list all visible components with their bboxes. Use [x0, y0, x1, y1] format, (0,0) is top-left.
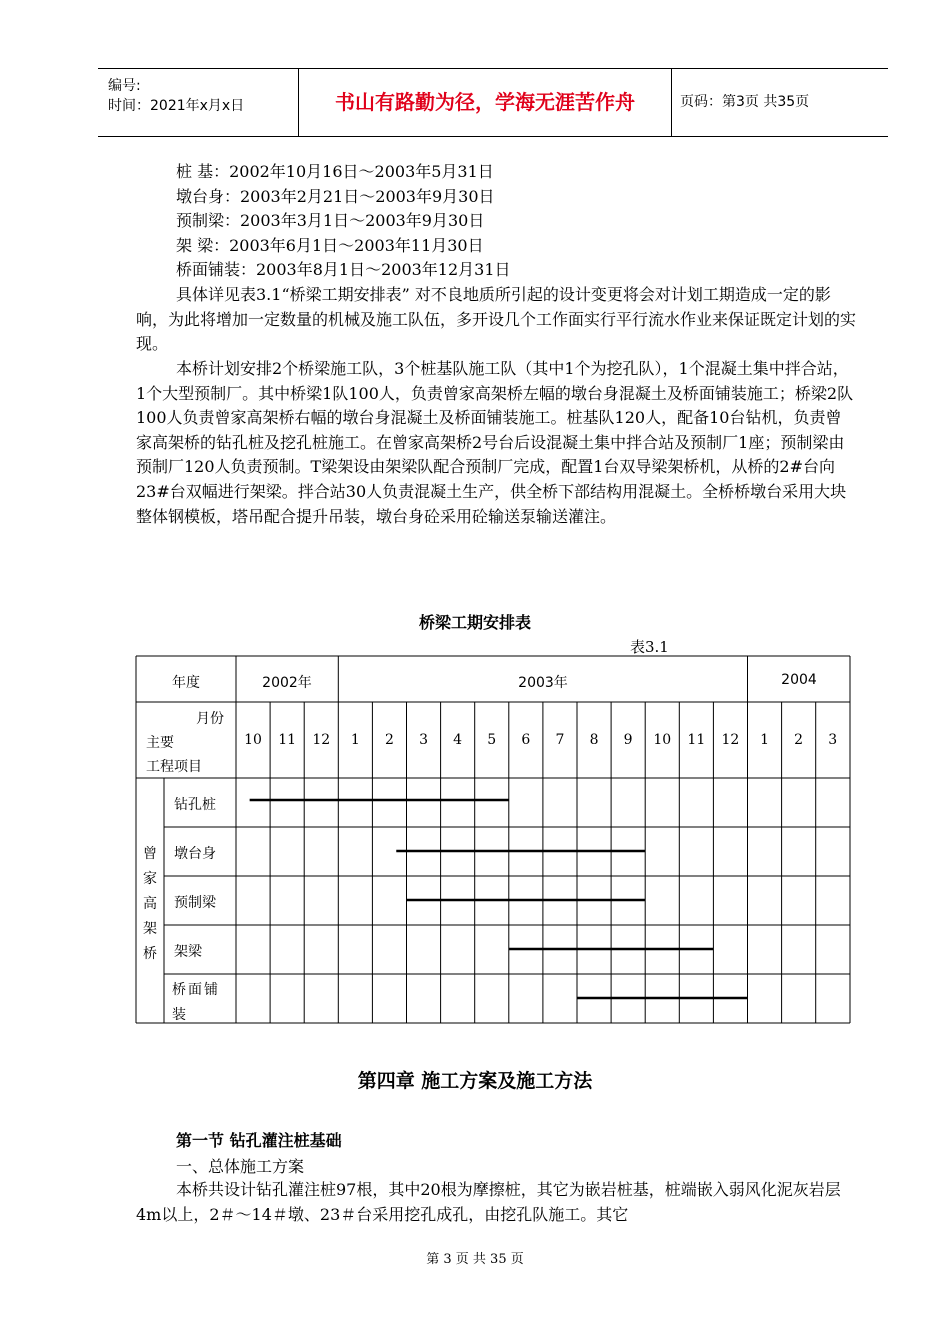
month-label: 12 [721, 732, 740, 748]
year-2003: 2003年 [518, 675, 568, 691]
row-label-deck-paving: 桥面铺装 [172, 982, 220, 1023]
month-label: 1 [350, 732, 360, 748]
row-label-precast-beam: 预制梁 [174, 895, 216, 911]
group-label [136, 842, 164, 967]
schedule-line: 桩 基：2002年10月16日～2003年5月31日 [176, 162, 494, 181]
header-page-label: 页码：第3页 共35页 [680, 94, 810, 110]
month-label: 2 [794, 732, 804, 748]
serial-label: 编号: [108, 78, 141, 94]
group-char: 高 [143, 896, 157, 912]
section-title: 第一节 钻孔灌注桩基础 [176, 1131, 342, 1150]
schedule-line: 墩台身：2003年2月21日～2003年9月30日 [176, 186, 495, 206]
schedule-line: 架 梁：2003年6月1日～2003年11月30日 [176, 235, 484, 255]
month-label: 3 [419, 732, 428, 748]
year-2004: 2004 [781, 672, 817, 688]
page-footer: 第 3 页 共 35 页 [426, 1252, 524, 1267]
month-label: 10 [244, 732, 262, 748]
month-label: 11 [687, 732, 706, 748]
month-header-mid: 主要 [146, 735, 174, 751]
month-label: 6 [521, 732, 531, 748]
month-label: 12 [312, 732, 331, 748]
subsection-title: 一、总体施工方案 [176, 1157, 305, 1176]
paragraph: 本桥计划安排2个桥梁施工队，3个桩基队施工队（其中1个为挖孔队），1个混凝土集中拌合站，1个大型预制厂。其中桥梁1队100人，负责曾家高架桥左幅的墩台身混凝土及桥面铺装施工；桥梁2队100人负责曾家高架桥右幅的墩台身混凝土及桥面铺装施工。桩基队120人，配备10台钻机，负责曾家高架桥的钻孔桩及挖孔桩施工。在曾家高架桥2号台后设混凝土集中拌合站及预制厂1座；预制梁由预制厂120人负责预制。T梁架设由架梁队配合预制厂完成，配置1台双导梁架桥机，从桥的2#台向23#台双幅进行架梁。拌合站30人负责混凝土生产，供全桥下部结构用混凝土。全桥桥墩台采用大块整体钢模板，塔吊配合提升吊装，墩台身砼采用砼输送泵输送灌注。 [136, 359, 854, 526]
header-motto: 书山有路勤为径，学海无涯苦作舟 [298, 69, 672, 136]
month-label: 1 [760, 732, 769, 748]
month-label: 9 [623, 732, 633, 748]
month-header-top: 月份 [196, 711, 224, 727]
month-label: 8 [589, 732, 599, 748]
month-label: 7 [555, 732, 565, 748]
month-label: 3 [828, 732, 838, 748]
chapter-title: 第四章 施工方案及施工方法 [357, 1070, 593, 1092]
table-caption: 桥梁工期安排表 [418, 613, 531, 632]
paragraph: 具体详见表3.1“桥梁工期安排表” 对不良地质所引起的设计变更将会对计划工期造成一定的影响，为此将增加一定数量的机械及施工队伍，多开设几个工作面实行平行流水作业来保证既定计划的实现。 [136, 285, 857, 354]
group-char: 曾 [143, 846, 157, 862]
row-label-beam-erection: 架梁 [174, 944, 202, 960]
month-label: 10 [653, 732, 672, 748]
month-label: 2 [384, 732, 394, 748]
group-char: 桥 [143, 946, 157, 962]
month-label: 4 [453, 732, 463, 748]
table-number: 表3.1 [630, 638, 669, 656]
time-label: 时间：2021年x月x日 [108, 98, 245, 114]
closing-paragraph: 本桥共设计钻孔灌注桩97根，其中20根为摩擦桩，其它为嵌岩桩基，桩端嵌入弱风化泥灰岩层4m以上，2＃～14＃墩、23＃台采用挖孔成孔，由挖孔队施工。其它 [136, 1180, 841, 1224]
row-label-drilled-pile: 钻孔桩 [174, 797, 216, 813]
month-label: 11 [278, 732, 297, 748]
year-2002: 2002年 [262, 675, 312, 691]
row-label-pier: 墩台身 [174, 846, 216, 862]
schedule-line: 桥面铺装：2003年8月1日～2003年12月31日 [176, 260, 511, 280]
group-char: 家 [143, 871, 157, 887]
month-header-bottom: 工程项目 [146, 759, 202, 775]
group-char: 架 [143, 921, 157, 937]
year-header: 年度 [172, 675, 200, 691]
month-label: 5 [487, 732, 497, 748]
schedule-line: 预制梁：2003年3月1日～2003年9月30日 [176, 211, 485, 231]
